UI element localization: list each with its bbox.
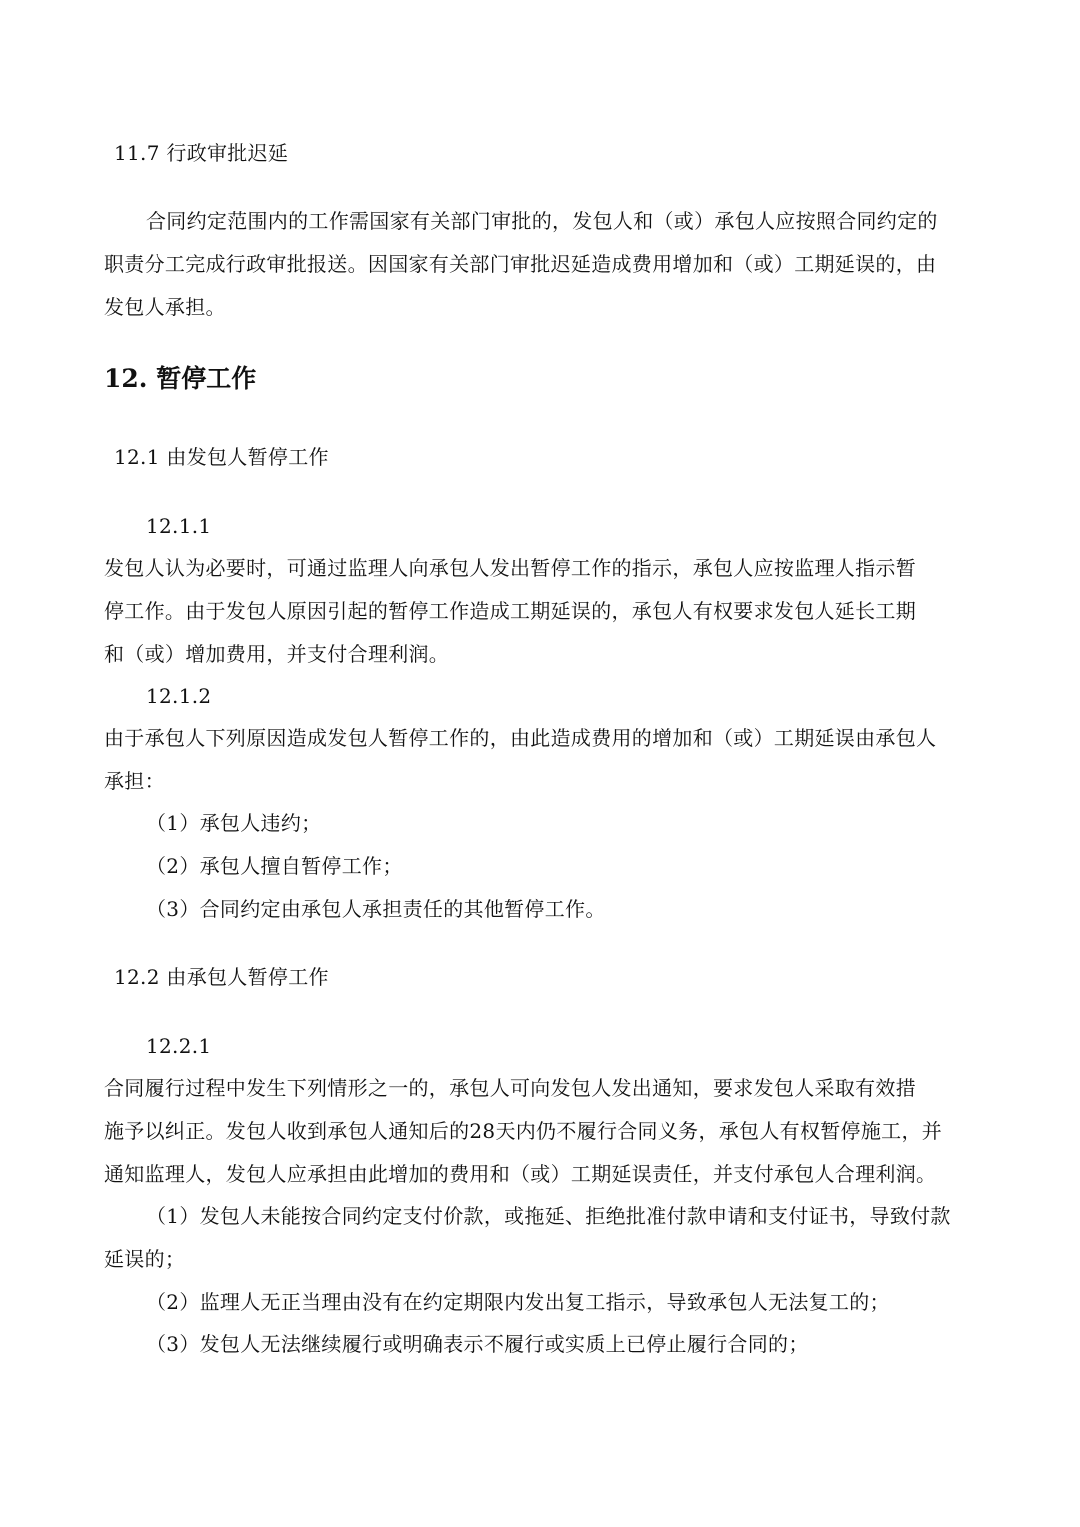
clause-12-1-2-item-1: （1）承包人违约； xyxy=(146,811,322,835)
clause-12-1-1-line-3: 和（或）增加费用，并支付合理利润。 xyxy=(104,642,450,666)
section-11-7-paragraph-line-3: 发包人承担。 xyxy=(104,295,226,319)
clause-12-2-1-item-1: （1）发包人未能按合同约定支付价款，或拖延、拒绝批准付款申请和支付证书，导致付款 xyxy=(146,1204,951,1228)
clause-12-2-1-line-3: 通知监理人，发包人应承担由此增加的费用和（或）工期延误责任，并支付承包人合理利润。 xyxy=(104,1162,937,1186)
clause-12-1-2-line-2: 承担： xyxy=(104,769,165,793)
section-12-heading: 12. 暂停工作 xyxy=(104,364,257,393)
clause-12-1-2-item-2: （2）承包人擅自暂停工作； xyxy=(146,854,403,878)
section-11-7-paragraph-line-1: 合同约定范围内的工作需国家有关部门审批的，发包人和（或）承包人应按照合同约定的 xyxy=(146,209,938,233)
clause-12-1-1-line-1: 发包人认为必要时，可通过监理人向承包人发出暂停工作的指示，承包人应按监理人指示暂 xyxy=(104,556,916,580)
section-12-1-title: 12.1 由发包人暂停工作 xyxy=(114,445,329,469)
clause-12-2-1-number: 12.2.1 xyxy=(146,1034,212,1058)
clause-12-2-1-line-1: 合同履行过程中发生下列情形之一的，承包人可向发包人发出通知，要求发包人采取有效措 xyxy=(104,1076,916,1100)
clause-12-2-1-item-2: （2）监理人无正当理由没有在约定期限内发出复工指示，导致承包人无法复工的； xyxy=(146,1290,890,1314)
section-11-7-paragraph-line-2: 职责分工完成行政审批报送。因国家有关部门审批迟延造成费用增加和（或）工期延误的，由 xyxy=(104,252,937,276)
clause-12-2-1-item-3: （3）发包人无法继续履行或明确表示不履行或实质上已停止履行合同的； xyxy=(146,1332,809,1356)
clause-12-1-1-number: 12.1.1 xyxy=(146,514,212,538)
clause-12-1-2-number: 12.1.2 xyxy=(146,684,212,708)
clause-12-1-2-line-1: 由于承包人下列原因造成发包人暂停工作的，由此造成费用的增加和（或）工期延误由承包人 xyxy=(104,726,937,750)
clause-12-2-1-line-2: 施予以纠正。发包人收到承包人通知后的28天内仍不履行合同义务，承包人有权暂停施工，并 xyxy=(104,1119,943,1143)
section-12-2-title: 12.2 由承包人暂停工作 xyxy=(114,965,329,989)
clause-12-2-1-item-1-continued: 延误的； xyxy=(104,1247,186,1271)
clause-12-1-2-item-3: （3）合同约定由承包人承担责任的其他暂停工作。 xyxy=(146,897,606,921)
section-11-7-title: 11.7 行政审批迟延 xyxy=(114,141,289,165)
clause-12-1-1-line-2: 停工作。由于发包人原因引起的暂停工作造成工期延误的，承包人有权要求发包人延长工期 xyxy=(104,599,916,623)
